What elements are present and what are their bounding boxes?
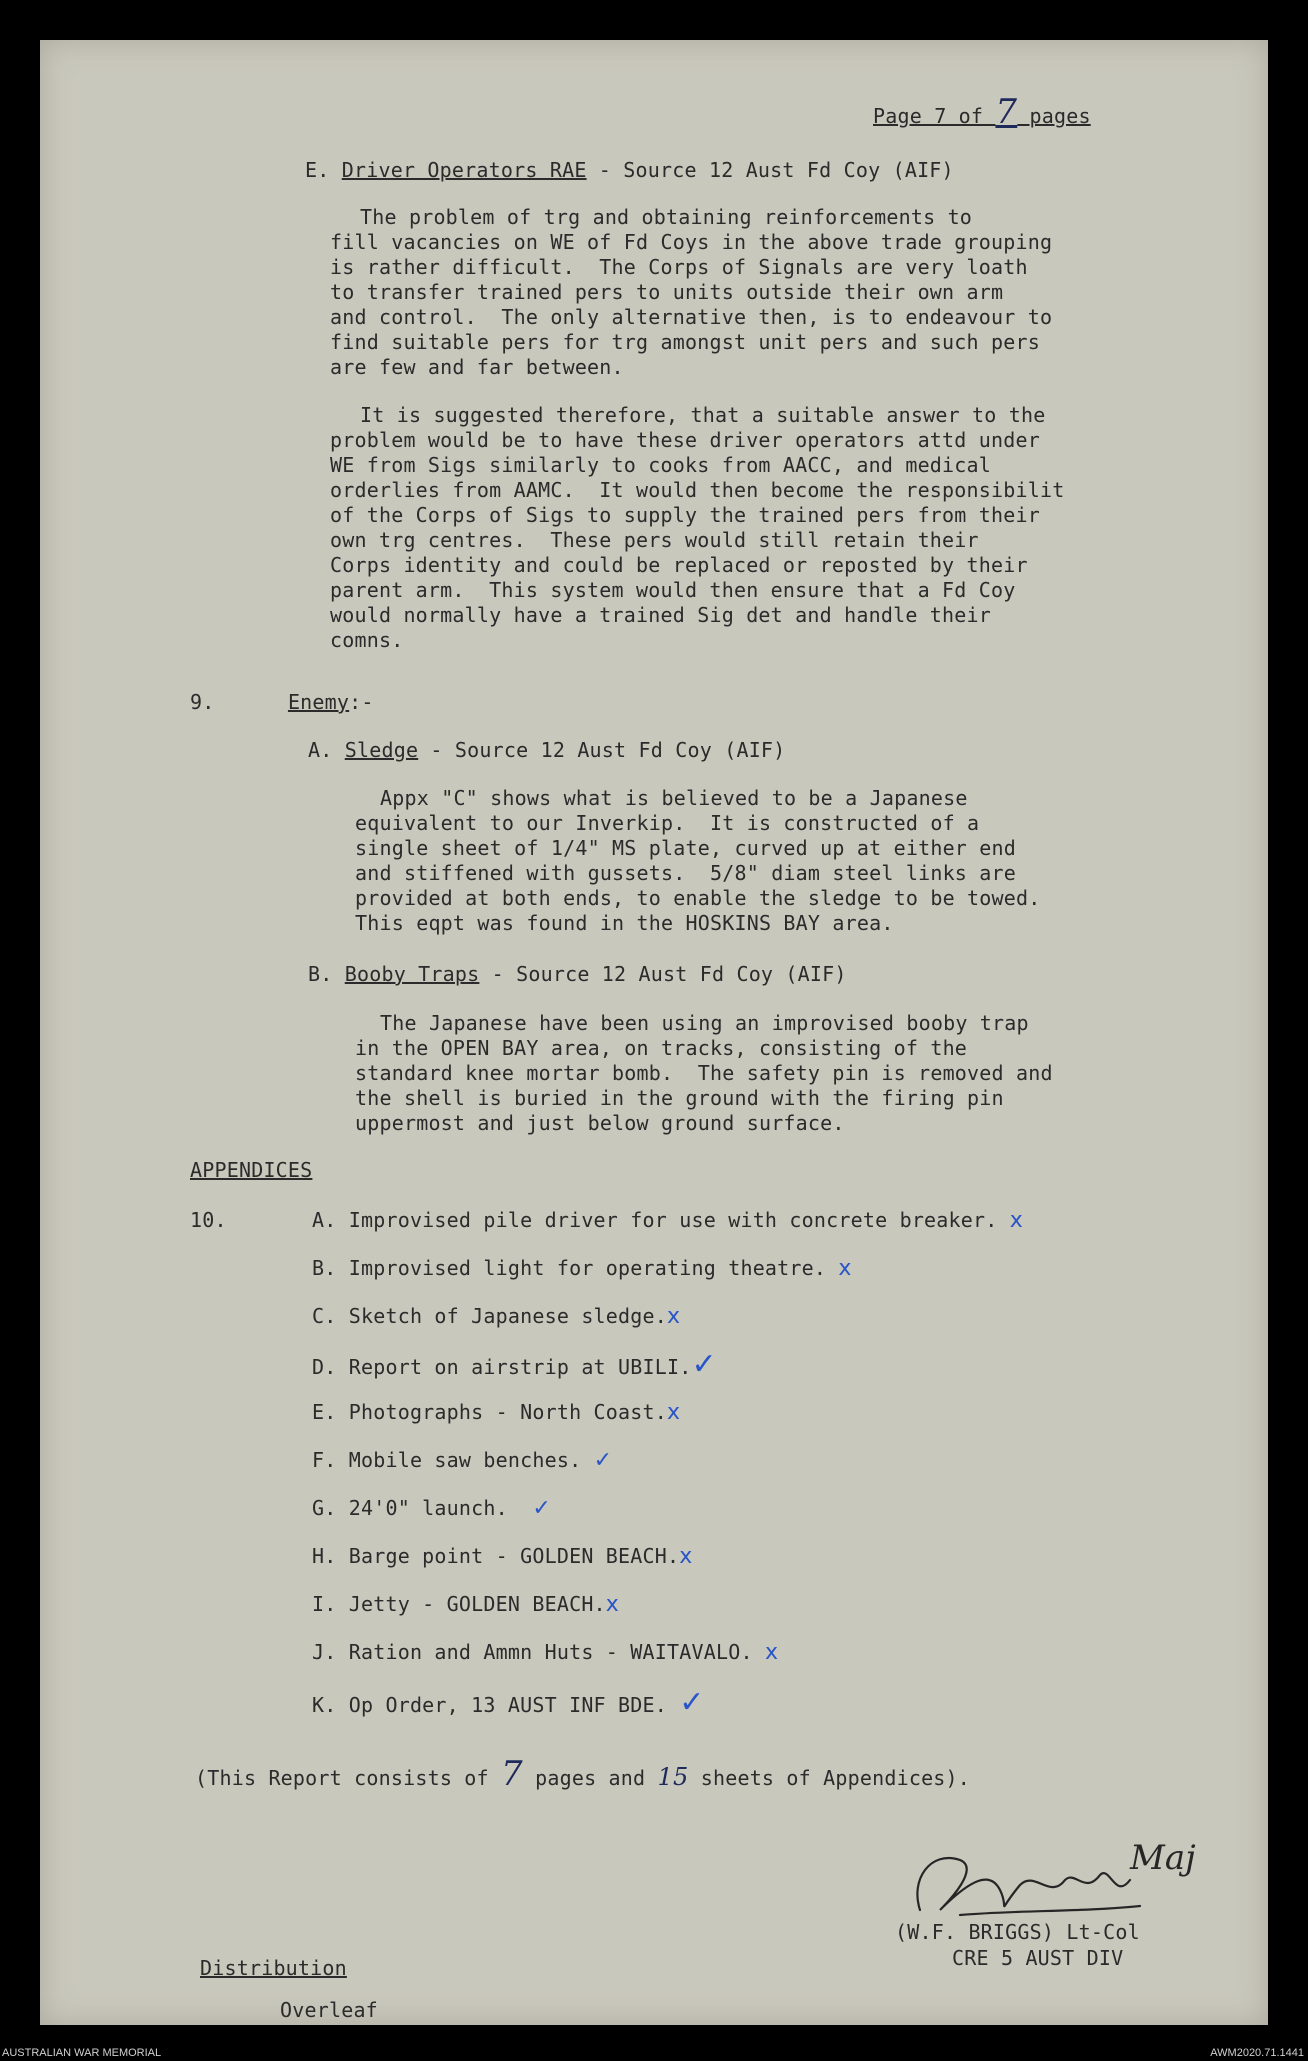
text-line: of the Corps of Sigs to supply the trained pers from their [330, 503, 1040, 527]
text-line: and control. The only alternative then, is to endeavour to [330, 305, 1053, 329]
text-line: WE from Sigs similarly to cooks from AACC, and medical [330, 453, 992, 477]
appendices-number: 10. [190, 1208, 227, 1232]
archive-reference: AWM2020.71.1441 [1210, 2047, 1304, 2059]
text-line: would normally have a trained Sig det and handle their [330, 603, 992, 627]
archive-credit: AUSTRALIAN WAR MEMORIAL [2, 2047, 162, 2059]
text-line: fill vacancies on WE of Fd Coys in the above trade grouping [330, 230, 1053, 254]
text-line: The problem of trg and obtaining reinforcements to [360, 205, 973, 229]
section-9-heading: 9. Enemy:- [190, 690, 374, 714]
appendix-item: A. Improvised pile driver for use with concrete breaker. x [312, 1208, 1023, 1233]
text-line: find suitable pers for trg amongst unit pers and such pers [330, 330, 1040, 354]
signatory-title: CRE 5 AUST DIV [952, 1946, 1124, 1970]
report-note: (This Report consists of 7 pages and 15 sheets of Appendices). [195, 1754, 971, 1794]
check-mark-icon: x [667, 1304, 681, 1329]
appendix-item: E. Photographs - North Coast.x [312, 1400, 681, 1425]
appendix-item: J. Ration and Ammn Huts - WAITAVALO. x [312, 1640, 779, 1665]
text-line: is rather difficult. The Corps of Signals are very loath [330, 255, 1028, 279]
text-line: Appx "C" shows what is believed to be a Japanese [380, 786, 968, 810]
text-line: Corps identity and could be replaced or reposted by their [330, 553, 1028, 577]
appendix-item: D. Report on airstrip at UBILI.✓ [312, 1347, 717, 1382]
check-mark-icon: x [605, 1592, 620, 1617]
appendix-item: I. Jetty - GOLDEN BEACH.x [312, 1592, 620, 1617]
text-line: The Japanese have been using an improvised booby trap [380, 1011, 1029, 1035]
check-mark-icon: x [764, 1640, 779, 1665]
sledge-heading: A. Sledge - Source 12 Aust Fd Coy (AIF) [308, 738, 786, 762]
text-line: It is suggested therefore, that a suitable answer to the [360, 403, 1046, 427]
appendix-item: F. Mobile saw benches. ✓ [312, 1448, 613, 1473]
check-mark-icon: ✓ [691, 1347, 717, 1382]
text-line: parent arm. This system would then ensure that a Fd Coy [330, 578, 1016, 602]
check-mark-icon: ✓ [532, 1496, 551, 1521]
text-line: orderlies from AAMC. It would then become the responsibilit [330, 478, 1065, 502]
text-line: provided at both ends, to enable the sledge to be towed. [355, 886, 1041, 910]
appendix-item: C. Sketch of Japanese sledge.x [312, 1304, 681, 1329]
text-line: problem would be to have these driver operators attd under [330, 428, 1040, 452]
appendix-item: G. 24'0" launch. ✓ [312, 1496, 551, 1521]
page-number: Page 7 of 7 pages [873, 92, 1091, 132]
text-line: comns. [330, 628, 404, 652]
check-mark-icon: ✓ [679, 1685, 705, 1720]
appendices-heading: APPENDICES [190, 1158, 313, 1182]
section-e-heading: E. Driver Operators RAE - Source 12 Aust Fd Coy (AIF) [305, 158, 954, 182]
text-line: are few and far between. [330, 355, 624, 379]
check-mark-icon: ✓ [593, 1448, 613, 1473]
text-line: own trg centres. These pers would still retain their [330, 528, 979, 552]
text-line: single sheet of 1/4" MS plate, curved up at either end [355, 836, 1017, 860]
document-page [40, 40, 1268, 2025]
check-mark-icon: x [667, 1400, 681, 1425]
distribution-value: Overleaf [280, 1998, 378, 2022]
text-line: uppermost and just below ground surface. [355, 1111, 845, 1135]
booby-traps-heading: B. Booby Traps - Source 12 Aust Fd Coy (AIF) [308, 962, 847, 986]
check-mark-icon: x [679, 1544, 693, 1569]
signature-rank: Maj [1130, 1838, 1196, 1878]
appendix-item: H. Barge point - GOLDEN BEACH.x [312, 1544, 693, 1569]
appendix-item: B. Improvised light for operating theatre. x [312, 1256, 852, 1281]
signatory-name: (W.F. BRIGGS) Lt-Col [895, 1920, 1140, 1944]
distribution-label: Distribution [200, 1956, 347, 1980]
text-line: This eqpt was found in the HOSKINS BAY area. [355, 911, 894, 935]
text-line: in the OPEN BAY area, on tracks, consisting of the [355, 1036, 968, 1060]
text-line: to transfer trained pers to units outside their own arm [330, 280, 1004, 304]
text-line: equivalent to our Inverkip. It is constructed of a [355, 811, 980, 835]
check-mark-icon: x [1009, 1208, 1023, 1233]
text-line: the shell is buried in the ground with the firing pin [355, 1086, 1004, 1110]
text-line: and stiffened with gussets. 5/8" diam steel links are [355, 861, 1017, 885]
check-mark-icon: x [838, 1256, 852, 1281]
text-line: standard knee mortar bomb. The safety pin is removed and [355, 1061, 1053, 1085]
appendix-item: K. Op Order, 13 AUST INF BDE. ✓ [312, 1685, 705, 1720]
